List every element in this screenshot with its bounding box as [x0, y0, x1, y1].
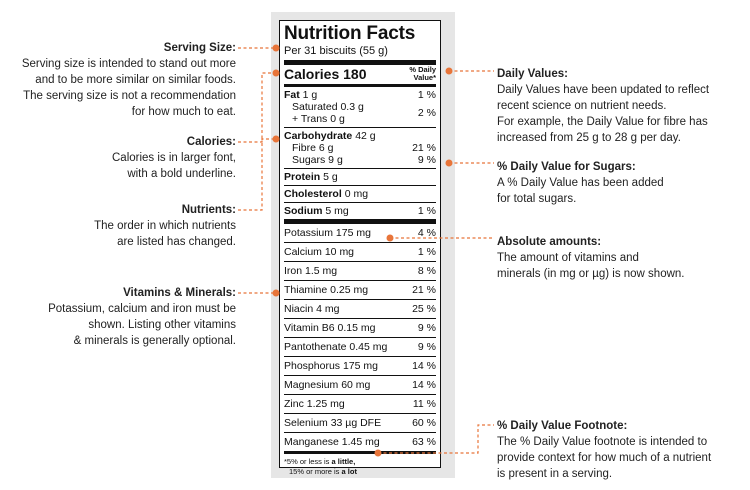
- note-daily-values: [497, 66, 747, 146]
- vitamin-name: Calcium 10 mg: [284, 246, 355, 258]
- vitamin-pct: 14 %: [412, 360, 436, 372]
- vitamin-row: [284, 280, 436, 299]
- vitamin-row: [284, 413, 436, 432]
- note-heading: Daily Values:: [497, 68, 568, 80]
- note-heading: % Daily Value Footnote:: [497, 420, 628, 432]
- saturated-fat: Saturated 0.3 g: [292, 101, 364, 113]
- vitamin-row: [284, 242, 436, 261]
- vitamin-row: [284, 318, 436, 337]
- cholesterol-amount: 0 mg: [344, 188, 369, 200]
- vitamin-name: Selenium 33 µg DFE: [284, 417, 382, 429]
- sodium-row: [284, 203, 436, 219]
- vitamin-pct: 8 %: [417, 265, 436, 277]
- note-line: A % Daily Value has been added: [497, 177, 664, 189]
- fat-pct: 1 %: [417, 89, 436, 101]
- note-absolute-amounts: [497, 234, 747, 282]
- note-line: The order in which nutrients: [94, 220, 236, 232]
- sugars-pct: 9 %: [417, 154, 436, 166]
- fat-name: Fat: [284, 89, 300, 101]
- vitamin-pct: 9 %: [417, 322, 436, 334]
- footnote-emphasis: a lot: [341, 467, 357, 476]
- vitamin-pct: 14 %: [412, 379, 436, 391]
- footnote-text: *5% or less is: [284, 457, 332, 466]
- note-line: with a bold underline.: [127, 168, 236, 180]
- sodium-amount: 5 mg: [325, 205, 349, 217]
- vitamin-row: [284, 356, 436, 375]
- calories-value: Calories 180: [284, 66, 367, 82]
- note-heading: Absolute amounts:: [497, 236, 602, 248]
- note-line: The serving size is not a recommendation: [23, 90, 236, 102]
- note-line: Daily Values have been updated to reflect: [497, 84, 710, 96]
- vitamin-name: Zinc 1.25 mg: [284, 398, 345, 410]
- vitamin-pct: 25 %: [412, 303, 436, 315]
- vitamin-row: [284, 299, 436, 318]
- vitamin-name: Iron 1.5 mg: [284, 265, 338, 277]
- vitamin-name: Potassium 175 mg: [284, 227, 371, 239]
- footnote-emphasis: a little,: [331, 457, 356, 466]
- carb-block: [284, 128, 436, 168]
- note-heading: Calories:: [186, 136, 236, 148]
- note-heading: Vitamins & Minerals:: [123, 287, 236, 299]
- vitamin-pct: 4 %: [417, 227, 436, 239]
- vitamin-row: [284, 337, 436, 356]
- note-heading: % Daily Value for Sugars:: [497, 161, 636, 173]
- footnote-text: 15% or more is: [289, 467, 342, 476]
- dv-header-line: % Daily: [409, 65, 436, 74]
- vitamin-name: Manganese 1.45 mg: [284, 436, 380, 448]
- note-line: is present in a serving.: [497, 468, 613, 480]
- note-nutrients: [0, 202, 236, 250]
- fibre: Fibre 6 g: [292, 142, 334, 154]
- vitamin-row: [284, 224, 436, 242]
- note-line: Potassium, calcium and iron must be: [48, 303, 236, 315]
- fat-block: [284, 87, 436, 127]
- note-serving-size: [0, 40, 236, 120]
- note-sugars-dv: [497, 159, 747, 207]
- vitamin-pct: 60 %: [412, 417, 436, 429]
- vitamin-name: Vitamin B6 0.15 mg: [284, 322, 376, 334]
- note-heading: Serving Size:: [163, 42, 236, 54]
- note-line: shown. Listing other vitamins: [88, 319, 236, 331]
- dv-header-line: Value*: [413, 73, 436, 82]
- note-line: and to be more similar on similar foods.: [35, 74, 236, 86]
- vitamin-pct: 11 %: [412, 398, 436, 410]
- sodium-name: Sodium: [284, 205, 323, 217]
- note-line: are listed has changed.: [117, 236, 236, 248]
- vitamin-name: Phosphorus 175 mg: [284, 360, 378, 372]
- note-line: for how much to eat.: [131, 106, 236, 118]
- cholesterol-name: Cholesterol: [284, 188, 342, 200]
- trans-fat: + Trans 0 g: [292, 113, 345, 125]
- calories-row: [284, 65, 436, 84]
- note-heading: Nutrients:: [181, 204, 236, 216]
- vitamin-pct: 1 %: [417, 246, 436, 258]
- vitamin-row: [284, 394, 436, 413]
- note-dv-footnote: [497, 418, 747, 482]
- vitamin-row: [284, 261, 436, 280]
- note-line: minerals (in mg or µg) is now shown.: [497, 268, 685, 280]
- vitamin-row: [284, 375, 436, 394]
- sat-trans-pct: 2 %: [417, 107, 436, 119]
- fibre-pct: 21 %: [412, 142, 436, 154]
- dv-footnote: [284, 454, 436, 477]
- fat-amount: 1 g: [302, 89, 318, 101]
- note-line: Calories is in larger font,: [112, 152, 236, 164]
- note-line: for total sugars.: [497, 193, 577, 205]
- vitamin-name: Magnesium 60 mg: [284, 379, 371, 391]
- note-line: increased from 25 g to 28 g per day.: [497, 132, 681, 144]
- vitamin-name: Thiamine 0.25 mg: [284, 284, 369, 296]
- note-line: Serving size is intended to stand out more: [21, 58, 236, 70]
- note-vitamins-minerals: [0, 285, 236, 349]
- protein-name: Protein: [284, 171, 321, 183]
- protein-row: [284, 169, 436, 185]
- sodium-pct: 1 %: [417, 205, 436, 217]
- vitamin-row: [284, 432, 436, 451]
- vitamin-name: Pantothenate 0.45 mg: [284, 341, 388, 353]
- note-line: For example, the Daily Value for fibre has: [497, 116, 708, 128]
- protein-amount: 5 g: [323, 171, 338, 183]
- vitamin-pct: 63 %: [412, 436, 436, 448]
- sugars: Sugars 9 g: [292, 154, 343, 166]
- dv-header: [409, 66, 436, 82]
- label-title: Nutrition Facts: [284, 23, 416, 44]
- note-line: The % Daily Value footnote is intended to: [497, 436, 708, 448]
- vitamins-list: [284, 224, 436, 451]
- carb-name: Carbohydrate: [284, 130, 353, 142]
- note-line: recent science on nutrient needs.: [497, 100, 667, 112]
- vitamin-pct: 21 %: [412, 284, 436, 296]
- vitamin-name: Niacin 4 mg: [284, 303, 340, 315]
- cholesterol-row: [284, 186, 436, 202]
- note-line: The amount of vitamins and: [497, 252, 639, 264]
- vitamin-pct: 9 %: [417, 341, 436, 353]
- note-line: & minerals is generally optional.: [73, 335, 236, 347]
- nutrition-facts-label: [279, 20, 441, 476]
- carb-amount: 42 g: [355, 130, 376, 142]
- serving-size: Per 31 biscuits (55 g): [284, 45, 388, 57]
- note-calories: [0, 134, 236, 182]
- note-line: provide context for how much of a nutrient: [497, 452, 712, 464]
